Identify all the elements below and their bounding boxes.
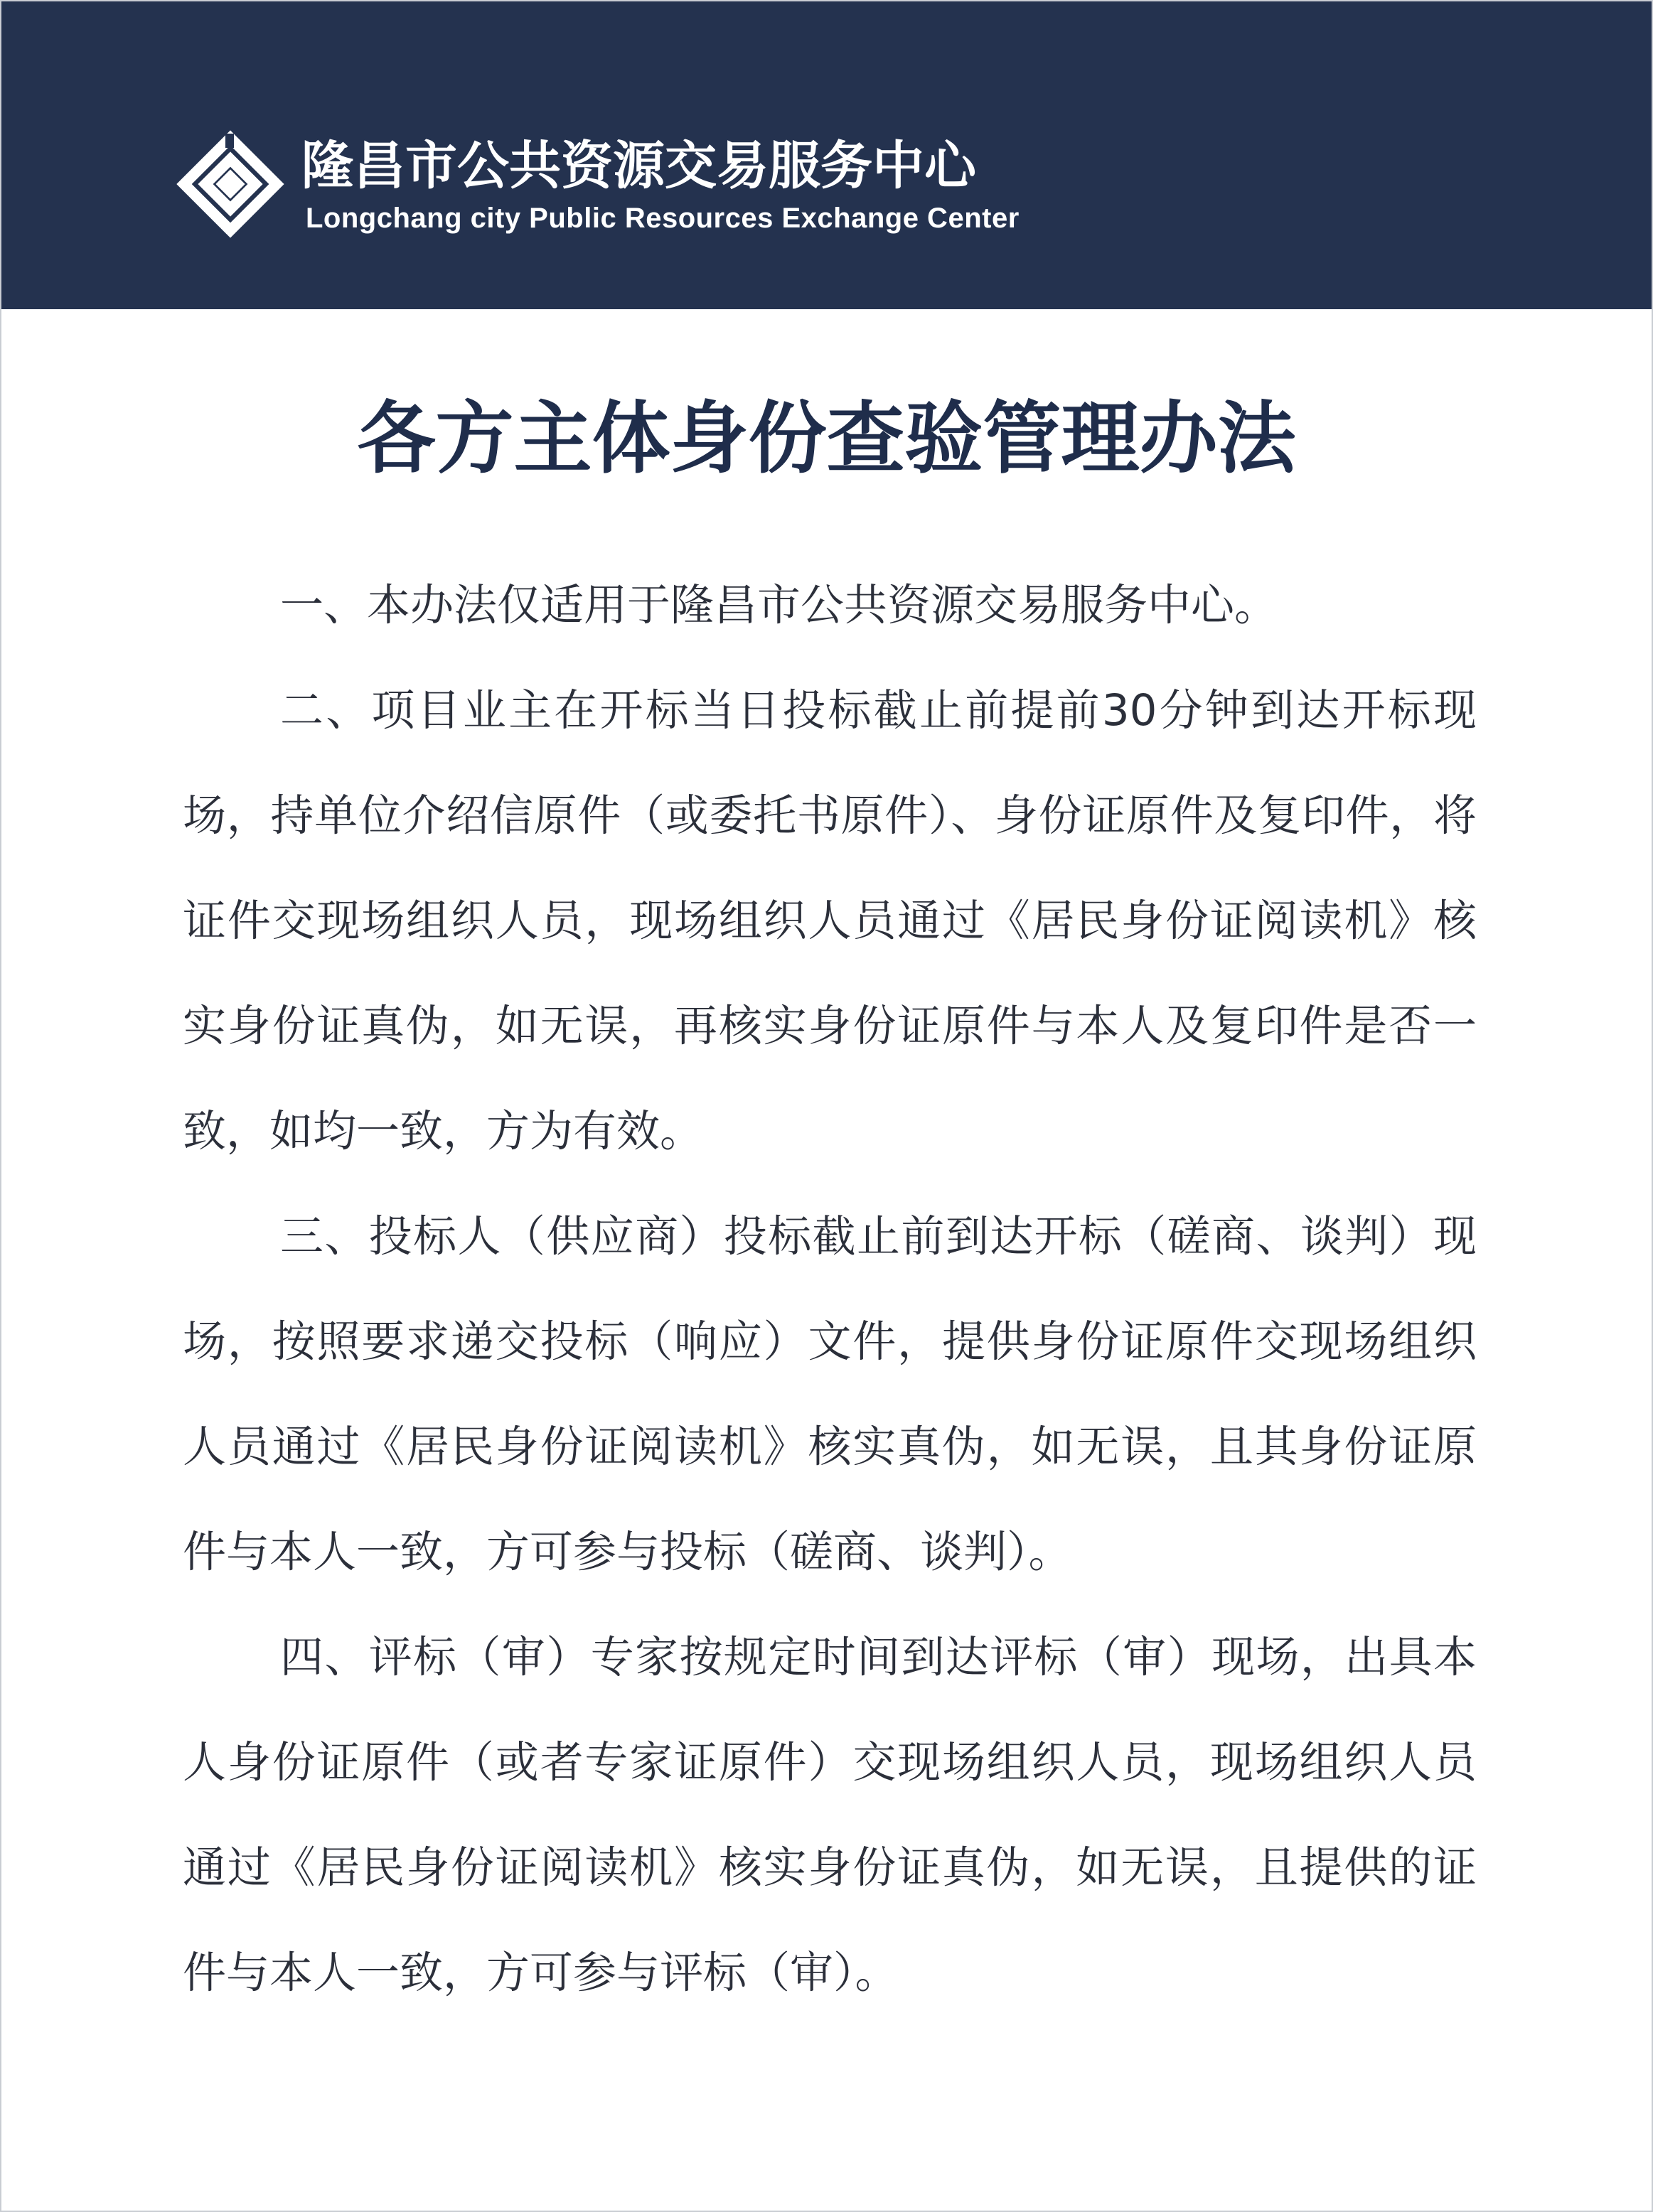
geometric-logo-icon (176, 129, 285, 239)
organization-name-chinese: 隆昌市公共资源交易服务中心 (301, 136, 976, 196)
paragraph-3: 三、投标人（供应商）投标截止前到达开标（磋商、谈判）现场，按照要求递交投标（响应）文件，提供身份证原件交现场组织人员通过《居民身份证阅读机》核实真伪，如无误，且其身份证原件与本人一致，方可参与投标（磋商、谈判）。 (183, 1211, 1477, 1577)
organization-name-english: Longchang city Public Resources Exchange Center (306, 203, 1020, 234)
header-banner (1, 1, 1652, 309)
document-body (183, 553, 1477, 2026)
paragraph-2: 二、项目业主在开标当日投标截止前提前30分钟到达开标现场，持单位介绍信原件（或委托书原件）、身份证原件及复印件，将证件交现场组织人员，现场组织人员通过《居民身份证阅读机》核实身份证真伪，如无误，再核实身份证原件与本人及复印件是否一致，如均一致，方为有效。 (183, 685, 1477, 1156)
paragraph-4: 四、评标（审）专家按规定时间到达评标（审）现场，出具本人身份证原件（或者专家证原件）交现场组织人员，现场组织人员通过《居民身份证阅读机》核实身份证真伪，如无误，且提供的证件与本人一致，方可参与评标（审）。 (183, 1632, 1477, 1998)
paragraph-1: 一、本办法仅适用于隆昌市公共资源交易服务中心。 (280, 580, 1278, 630)
document-title: 各方主体身份查验管理办法 (357, 393, 1296, 484)
